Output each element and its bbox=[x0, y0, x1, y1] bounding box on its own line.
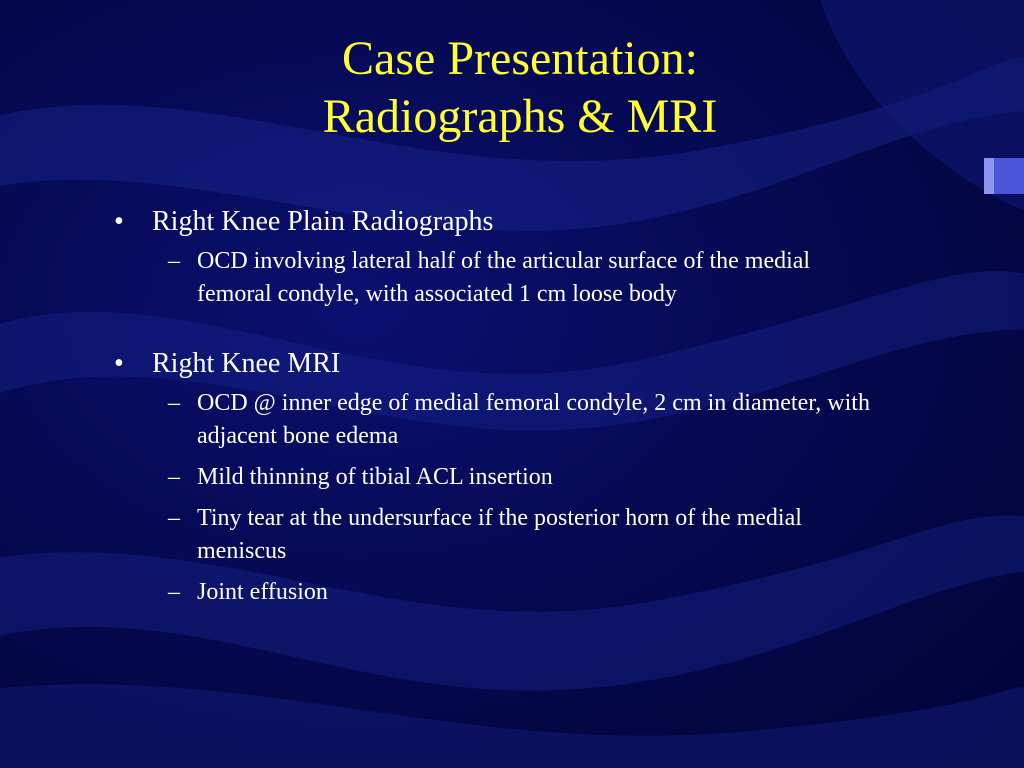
dash-marker: – bbox=[168, 579, 180, 605]
sub-item bbox=[110, 461, 870, 494]
dash-marker: – bbox=[168, 248, 180, 274]
dash-marker: – bbox=[168, 390, 180, 416]
sub-item-text: OCD @ inner edge of medial femoral condyle, 2 cm in diameter, with adjacent bone edema bbox=[197, 390, 870, 449]
sub-item-text: OCD involving lateral half of the articular surface of the medial femoral condyle, with associated 1 cm loose body bbox=[197, 248, 811, 307]
dash-marker: – bbox=[168, 464, 180, 490]
slide-title bbox=[0, 30, 1024, 146]
sub-item bbox=[110, 245, 870, 311]
sub-item-text: Mild thinning of tibial ACL insertion bbox=[197, 464, 553, 490]
title-line-1: Case Presentation: bbox=[342, 32, 698, 85]
bullet-marker: • bbox=[114, 348, 124, 379]
sub-item bbox=[110, 576, 870, 609]
bullet-text: Right Knee Plain Radiographs bbox=[152, 206, 494, 237]
dash-marker: – bbox=[168, 505, 180, 531]
sub-item bbox=[110, 502, 870, 568]
title-line-2: Radiographs & MRI bbox=[322, 90, 718, 143]
bullet-marker: • bbox=[114, 206, 124, 237]
bullet-mri bbox=[110, 347, 870, 381]
sub-item bbox=[110, 387, 870, 453]
bullet-radiographs bbox=[110, 205, 870, 239]
bullet-text: Right Knee MRI bbox=[152, 348, 341, 379]
sub-item-text: Joint effusion bbox=[197, 579, 328, 605]
slide-content bbox=[110, 205, 870, 617]
sub-item-text: Tiny tear at the undersurface if the posterior horn of the medial meniscus bbox=[197, 505, 802, 564]
